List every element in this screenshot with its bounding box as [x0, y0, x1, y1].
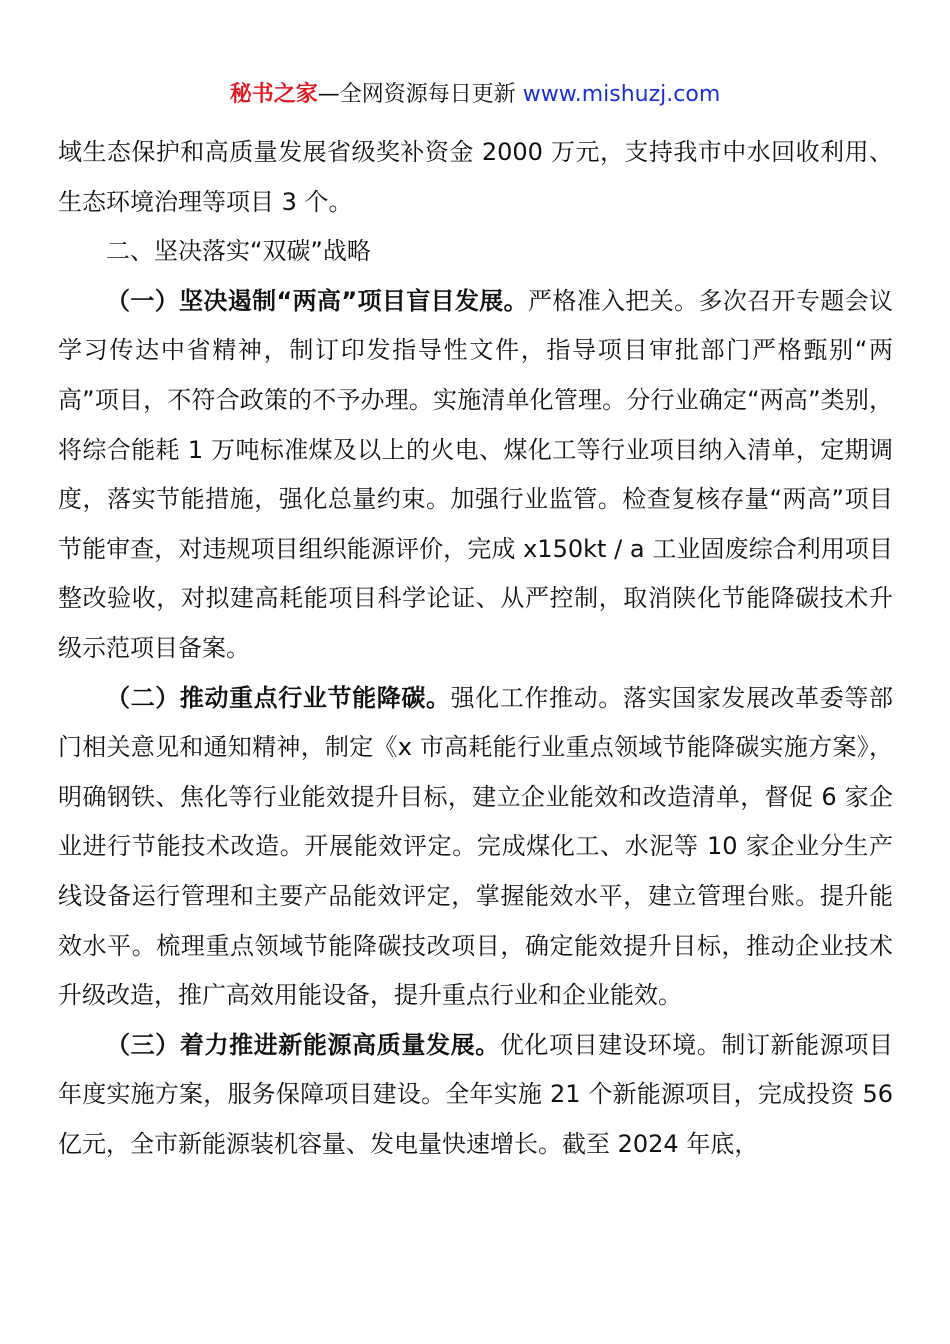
- subsection-body-3: 优化项目建设环境。制订新能源项目年度实施方案，服务保障项目建设。全年实施 21 个新能源项目，完成投资 56 亿元，全市新能源装机容量、发电量快速增长。截至 2024 年底，: [58, 1030, 894, 1158]
- subsection-body-1: 严格准入把关。多次召开专题会议学习传达中省精神，制订印发指导性文件，指导项目审批部门严格甄别“两高”项目，不符合政策的不予办理。实施清单化管理。分行业确定“两高”类别，将综合能耗 1 万吨标准煤及以上的火电、煤化工等行业项目纳入清单，定期调度，落实节能措施，强化总量约束。加强行业监管。检查复核存量“两高”项目节能审查，对违规项目组织能源评价，完成 x150kt / a 工业固废综合利用项目整改验收，对拟建高耗能项目科学论证、从严控制，取消陕化节能降碳技术升级示范项目备案。: [58, 286, 894, 662]
- page-header: [0, 80, 950, 110]
- section-heading: 二、坚决落实“双碳”战略: [106, 237, 371, 266]
- subsection-heading-1: （一）坚决遏制“两高”项目盲目发展。: [106, 286, 528, 315]
- paragraph-subsection-2: [58, 674, 893, 1021]
- paragraph-subsection-3: [58, 1021, 893, 1170]
- subsection-heading-2: （二）推动重点行业节能降碳。: [106, 683, 451, 712]
- header-tagline: —全网资源每日更新: [317, 82, 523, 107]
- paragraph-subsection-1: [58, 277, 893, 674]
- document-body: [58, 128, 893, 1169]
- paragraph-continuation: 域生态保护和高质量发展省级奖补资金 2000 万元，支持我市中水回收利用、生态环境治理等项目 3 个。: [58, 138, 893, 216]
- subsection-body-2: 强化工作推动。落实国家发展改革委等部门相关意见和通知精神，制定《x 市高耗能行业重点领域节能降碳实施方案》，明确钢铁、焦化等行业能效提升目标，建立企业能效和改造清单，督促 6 家企业进行节能技术改造。开展能效评定。完成煤化工、水泥等 10 家企业分生产线设备运行管理和主要产品能效评定，掌握能效水平，建立管理台账。提升能效水平。梳理重点领域节能降碳技改项目，确定能效提升目标，推动企业技术升级改造，推广高效用能设备，提升重点行业和企业能效。: [58, 683, 894, 1010]
- brand-name: 秘书之家: [229, 82, 318, 107]
- site-link[interactable]: www.mishuzj.com: [522, 82, 721, 107]
- subsection-heading-3: （三）着力推进新能源高质量发展。: [106, 1030, 500, 1059]
